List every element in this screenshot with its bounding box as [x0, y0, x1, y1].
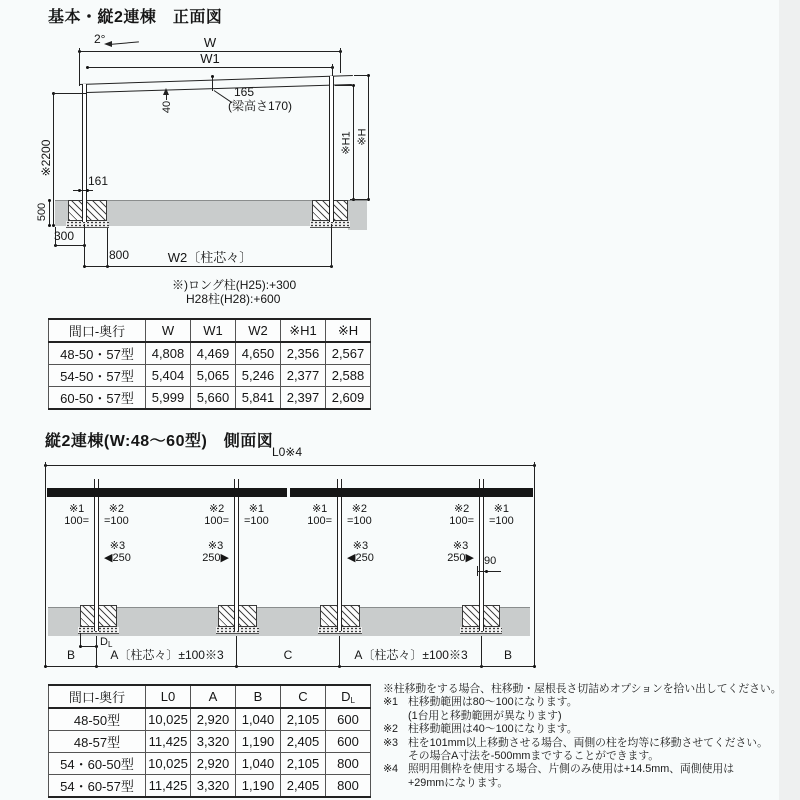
note-marker: ※4	[383, 763, 399, 776]
table-cell: 48-50型	[49, 708, 146, 731]
ref-mark: ※1	[311, 503, 328, 515]
ext-line	[45, 462, 46, 668]
dim-line-500	[49, 200, 50, 225]
ext-line	[350, 199, 370, 200]
dim-line-90	[477, 571, 501, 572]
front-view-spec-table	[48, 318, 371, 410]
ref-value: 250▶	[202, 551, 229, 564]
table-cell: 2,405	[281, 775, 326, 798]
ref-value: 100=	[204, 514, 229, 527]
dim-line-bottom-chain	[45, 666, 534, 667]
table-cell: 5,999	[146, 387, 191, 410]
dim-label-500: 500	[36, 202, 48, 222]
side-post-3-embed	[337, 600, 342, 631]
dim-label-w2: W2〔柱芯々〕	[167, 250, 253, 265]
table-header-dl	[326, 685, 371, 708]
ref-value: ◀250	[347, 551, 374, 564]
ref-mark: ※3	[452, 540, 469, 552]
dl-sub: L	[107, 640, 113, 649]
note-item	[383, 696, 797, 723]
front-view-title: 基本・縦2連棟 正面図	[48, 9, 223, 26]
dim-label-800: 800	[109, 248, 130, 262]
dim-dot	[78, 189, 81, 192]
table-cell: 5,246	[236, 365, 281, 387]
dim-line-w1	[87, 67, 332, 68]
roof-beam-joint-gap	[287, 488, 290, 497]
table-cell: 2,377	[281, 365, 326, 387]
table-cell: 800	[326, 775, 371, 798]
ext-line	[339, 636, 340, 668]
table-cell: 2,609	[326, 387, 371, 410]
table-header: L0	[146, 685, 191, 708]
table-cell: 2,588	[326, 365, 371, 387]
note-lines	[408, 723, 797, 736]
ext-line	[534, 462, 535, 668]
dim-dot	[211, 75, 214, 78]
note-line: +29mmになります。	[408, 776, 509, 789]
dl-main: D	[100, 636, 108, 648]
table-cell: 11,425	[146, 731, 191, 753]
dl-main: D	[341, 688, 351, 704]
side-post-4-embed	[479, 600, 484, 631]
roof-center-joint	[212, 76, 213, 91]
slope-arrow-head-icon	[104, 41, 112, 47]
post4-move-label	[447, 541, 474, 564]
table-header: ※H	[326, 319, 371, 342]
table-row	[49, 731, 371, 753]
notes-block	[383, 683, 797, 790]
table-cell: 2,920	[191, 708, 236, 731]
ext-line	[481, 636, 482, 668]
ext-line	[335, 85, 353, 86]
note-marker: ※1	[383, 696, 399, 709]
table-cell: 2,356	[281, 342, 326, 365]
table-cell: 5,660	[191, 387, 236, 410]
ext-line	[107, 228, 108, 268]
ref-mark: ※2	[108, 503, 125, 515]
dim-dot	[485, 570, 488, 573]
ref-mark: ※1	[493, 503, 510, 515]
front-left-post-embed	[82, 180, 87, 222]
table-header: A	[191, 685, 236, 708]
ref-value: 250▶	[447, 551, 474, 564]
dim-label-w1: W1	[200, 51, 220, 66]
footing-gravel	[310, 221, 350, 228]
ext-line	[84, 224, 85, 268]
table-cell: 4,650	[236, 342, 281, 365]
note-line: その場合A寸法を-500mmまですることができます。	[408, 750, 660, 763]
table-row	[49, 775, 371, 798]
footing-hatch	[68, 200, 107, 221]
table-cell: 2,920	[191, 753, 236, 775]
dim-label-161: 161	[88, 174, 109, 188]
note-item	[383, 737, 797, 764]
dim-dot	[48, 199, 51, 202]
roof-beam-bar	[47, 488, 533, 497]
table-cell: 4,469	[191, 342, 236, 365]
table-cell: 3,320	[191, 775, 236, 798]
post3-left-label	[307, 504, 332, 527]
ref-value: 100=	[307, 514, 332, 527]
ref-value: 100=	[64, 514, 89, 527]
post4-left-label	[449, 504, 474, 527]
dim-label-a-left: A〔柱芯々〕±100※3	[110, 648, 224, 662]
table-cell: 2,397	[281, 387, 326, 410]
note-marker: ※2	[383, 723, 399, 736]
table-cell: 3,320	[191, 731, 236, 753]
ext-line	[332, 64, 333, 76]
dim-dot	[44, 665, 47, 668]
ref-mark: ※2	[208, 503, 225, 515]
slope-arrow-line	[109, 41, 139, 45]
ref-value: =100	[104, 514, 129, 527]
beam-height-label: (梁高さ170)	[228, 99, 293, 113]
dim-line-2200	[53, 93, 54, 225]
ext-line	[477, 566, 478, 576]
table-header: 間口-奥行	[49, 319, 146, 342]
note-lines	[408, 696, 797, 723]
dim-label-2200: ※2200	[39, 139, 53, 177]
table-cell: 2,405	[281, 731, 326, 753]
dim-dot	[79, 645, 82, 648]
ref-mark: ※1	[248, 503, 265, 515]
dim-label-b-left: B	[66, 648, 76, 662]
table-cell: 2,105	[281, 708, 326, 731]
roof-slope-angle-label: 2°	[94, 32, 106, 46]
note-item	[383, 723, 797, 736]
table-cell: 600	[326, 731, 371, 753]
post2-move-label	[202, 541, 229, 564]
roof-bottom-line	[87, 84, 352, 93]
ref-value: =100	[489, 514, 514, 527]
dim-line-300	[55, 245, 84, 246]
table-header: 間口-奥行	[49, 685, 146, 708]
dim-dot	[86, 189, 89, 192]
ref-value: =100	[244, 514, 269, 527]
ref-mark: ※2	[351, 503, 368, 515]
table-header-row	[49, 685, 371, 708]
page-edge-strip	[779, 0, 800, 800]
front-note-long-post: ※)ロング柱(H25):+300	[172, 278, 297, 292]
side-view-title: 縦2連棟(W:48〜60型) 側面図	[45, 433, 274, 450]
table-cell: 1,040	[236, 708, 281, 731]
dl-sub: L	[350, 695, 355, 705]
ext-line	[53, 93, 86, 94]
dim-dot	[533, 665, 536, 668]
table-cell: 48-50・57型	[49, 342, 146, 365]
table-header: W1	[191, 319, 236, 342]
ref-mark: ※3	[109, 540, 126, 552]
table-cell: 5,841	[236, 387, 281, 410]
post2-left-label	[204, 504, 229, 527]
ext-line	[236, 636, 237, 668]
dim-label-300: 300	[54, 229, 75, 243]
note-lines	[408, 737, 797, 764]
dim-line-h1	[353, 85, 354, 199]
note-line: 柱移動範囲は80〜100になります。	[408, 696, 578, 709]
dim-label-w: W	[203, 35, 217, 50]
post1-left-label	[64, 504, 89, 527]
dim-label-90: 90	[484, 555, 497, 567]
dim-dot	[48, 224, 51, 227]
table-row	[49, 387, 371, 410]
ground-band	[48, 607, 530, 636]
table-cell: 11,425	[146, 775, 191, 798]
table-cell: 10,025	[146, 708, 191, 731]
table-cell: 54・60-50型	[49, 753, 146, 775]
note-lines	[408, 763, 797, 790]
dim-dot	[83, 265, 86, 268]
table-cell: 2,567	[326, 342, 371, 365]
table-cell: 54・60-57型	[49, 775, 146, 798]
table-header: W2	[236, 319, 281, 342]
dim-label-h: ※H	[356, 128, 369, 146]
post1-right-label	[104, 504, 129, 527]
post3-move-label	[347, 541, 374, 564]
note-line: (1台用と移動範囲が異なります)	[408, 709, 562, 722]
table-cell: 600	[326, 708, 371, 731]
table-cell: 1,190	[236, 775, 281, 798]
side-post-2-embed	[234, 600, 239, 631]
post4-right-label	[489, 504, 514, 527]
ext-line	[96, 636, 97, 668]
ground-band-right	[348, 200, 367, 230]
table-row	[49, 753, 371, 775]
table-header: C	[281, 685, 326, 708]
note-line: 照明用側枠を使用する場合、片側のみ使用は+14.5mm、両側使用は	[408, 763, 735, 776]
note-line: 柱を101mm以上移動させる場合、両側の柱を均等に移動させてください。	[408, 736, 768, 749]
post2-right-label	[244, 504, 269, 527]
ext-line	[79, 48, 80, 86]
footing-gravel	[66, 221, 109, 228]
dim-label-a-right: A〔柱芯々〕±100※3	[354, 648, 468, 662]
note-item	[383, 763, 797, 790]
table-cell: 2,105	[281, 753, 326, 775]
ext-line	[354, 75, 368, 76]
ref-mark: ※1	[68, 503, 85, 515]
table-cell: 60-50・57型	[49, 387, 146, 410]
note-marker: ※3	[383, 736, 399, 749]
table-cell: 54-50・57型	[49, 365, 146, 387]
dim-line-l0	[45, 465, 534, 466]
ref-mark: ※3	[207, 540, 224, 552]
ref-mark: ※2	[453, 503, 470, 515]
roof-top-line	[79, 75, 353, 85]
table-cell: 1,040	[236, 753, 281, 775]
ref-value: ◀250	[104, 551, 131, 564]
ref-value: =100	[347, 514, 372, 527]
post1-move-label	[104, 541, 131, 564]
table-header: W	[146, 319, 191, 342]
table-row	[49, 365, 371, 387]
table-header: ※H1	[281, 319, 326, 342]
note-intro: ※柱移動をする場合、柱移動・屋根長さ切詰めオプションを拾い出してください。	[383, 683, 782, 695]
table-row	[49, 708, 371, 731]
table-cell: 5,065	[191, 365, 236, 387]
table-cell: 4,808	[146, 342, 191, 365]
table-cell: 5,404	[146, 365, 191, 387]
front-note-h28-post: H28柱(H28):+600	[186, 292, 281, 306]
dim-label-h1: ※H1	[340, 131, 353, 155]
post3-right-label	[347, 504, 372, 527]
dim-label-c: C	[283, 648, 293, 662]
dim-label-b-right: B	[503, 648, 513, 662]
dim-label-l0: L0※4	[271, 445, 303, 459]
dim-line-w2	[84, 266, 331, 267]
front-right-post-embed	[329, 180, 334, 222]
ref-value: 100=	[449, 514, 474, 527]
table-cell: 1,190	[236, 731, 281, 753]
side-post-1-embed	[94, 600, 99, 631]
dim-label-165: 165	[234, 85, 255, 99]
table-header-row	[49, 319, 371, 342]
ref-mark: ※3	[352, 540, 369, 552]
dim-dot	[86, 66, 89, 69]
side-view-spec-table	[48, 684, 371, 798]
table-cell: 10,025	[146, 753, 191, 775]
ext-line	[331, 224, 332, 268]
ext-line	[340, 48, 341, 73]
table-cell: 800	[326, 753, 371, 775]
table-header: B	[236, 685, 281, 708]
dim-label-40: 40	[161, 100, 173, 114]
dim-line-40	[166, 90, 167, 100]
dim-line-161	[73, 190, 93, 191]
note-line: 柱移動範囲は40〜100になります。	[408, 723, 578, 736]
table-cell: 48-57型	[49, 731, 146, 753]
table-row	[49, 342, 371, 365]
